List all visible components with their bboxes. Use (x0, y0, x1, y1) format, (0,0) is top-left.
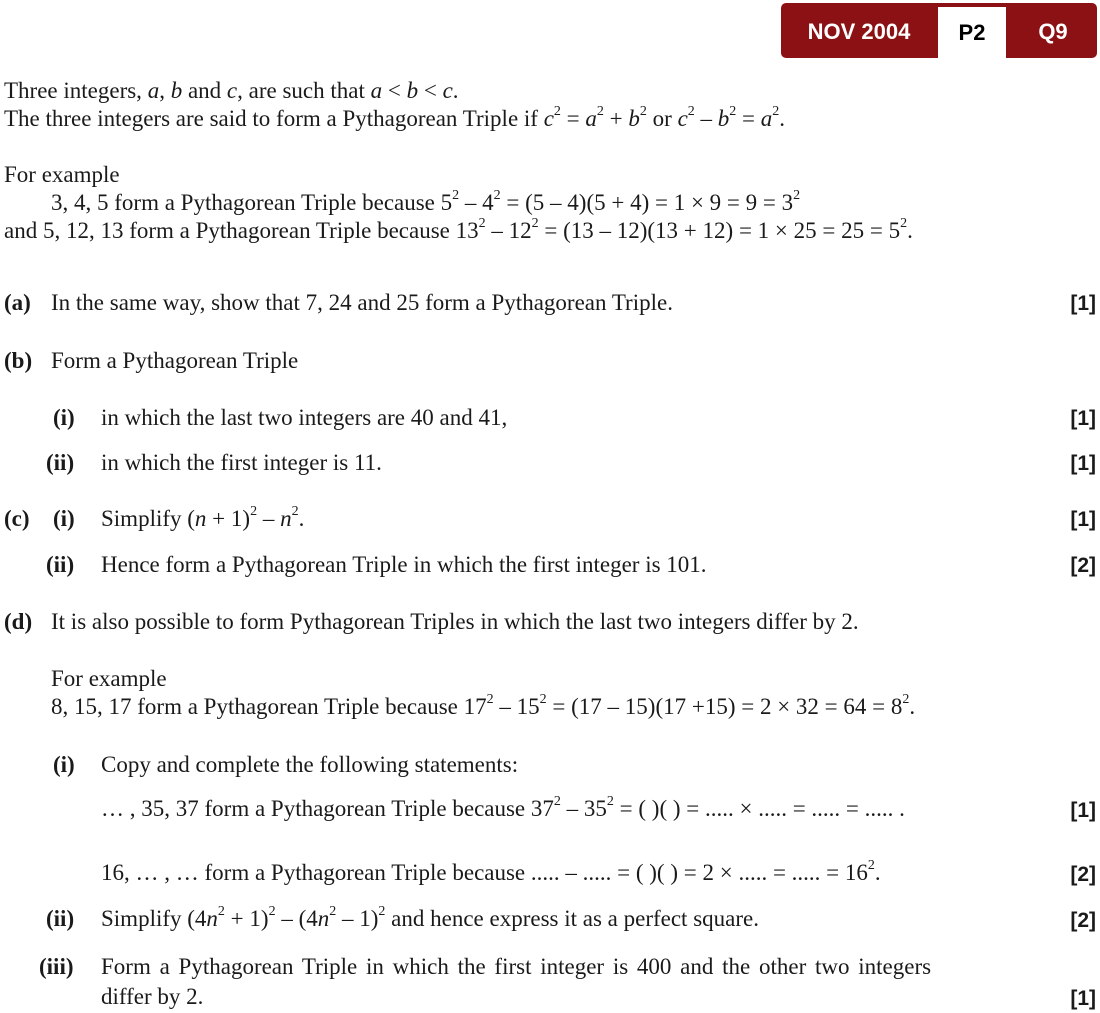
paper-number: P2 (938, 7, 1006, 59)
part-b-i-label: (i) (53, 405, 75, 430)
part-a-marks: [1] (1070, 292, 1096, 315)
part-d-i-statement-1-marks: [1] (1070, 799, 1096, 822)
part-d-iii: (iii) Form a Pythagorean Triple in which the first integer is 400 and the other two integers (39, 954, 932, 979)
part-d-i-statement-2-marks: [2] (1070, 863, 1096, 886)
part-c-ii-marks: [2] (1070, 554, 1096, 577)
part-c-i-label: (i) (53, 506, 75, 531)
part-d-i-statement-2: 16, … , … form a Pythagorean Triple because ..... – ..... = ( )( ) = 2 × ..... = ..... = $16^2$. (101, 858, 881, 885)
intro-line-2: The three integers are said to form a Pythagorean Triple if $c^2 = a^2 + b^2$ or $c^2 - b^2 = a^2$. (4, 104, 786, 131)
part-d: (d) It is also possible to form Pythagorean Triples in which the last two integers differ by 2. (4, 609, 859, 634)
question-reference-badge (781, 3, 1097, 58)
part-d-iii-line-2: differ by 2. (101, 984, 204, 1009)
part-b-ii-marks: [1] (1070, 452, 1096, 475)
part-b-i: (i) in which the last two integers are 40 and 41, (53, 405, 508, 430)
part-d-ii-marks: [2] (1070, 909, 1096, 932)
intro-line-1: Three integers, a, b and c, are such that a < b < c. (4, 78, 459, 103)
part-d-example-heading: For example (51, 666, 167, 691)
part-d-label: (d) (4, 609, 33, 634)
part-b-ii-label: (ii) (46, 450, 75, 475)
part-b-ii: (ii) in which the first integer is 11. (46, 450, 382, 475)
part-b-i-marks: [1] (1070, 407, 1096, 430)
example-heading: For example (4, 162, 120, 187)
part-c-ii: (ii) Hence form a Pythagorean Triple in which the first integer is 101. (46, 552, 707, 577)
part-d-i-label: (i) (53, 752, 75, 777)
example-line-2: and 5, 12, 13 form a Pythagorean Triple because $13^2 - 12^2 = (13 - 12)(13 + 12) = 1 \times 25 = 25 = 5^2$. (4, 216, 913, 243)
part-c-label: (c) (4, 506, 30, 531)
part-c-i: (c) (i) Simplify $(n + 1)^2 - n^2$. (4, 504, 305, 531)
part-d-ii-label: (ii) (46, 906, 75, 931)
part-a-text: In the same way, show that 7, 24 and 25 form a Pythagorean Triple. (51, 290, 673, 315)
example-line-1: 3, 4, 5 form a Pythagorean Triple because $5^2 - 4^2 = (5 - 4)(5 + 4) = 1 \times 9 = 9 = 3^2$ (51, 188, 801, 215)
part-d-iii-label: (iii) (39, 954, 74, 979)
part-d-i-statement-1: … , 35, 37 form a Pythagorean Triple because $37^2 - 35^2$ = ( )( ) = ..... × ..... = ..... = ..... . (101, 794, 905, 821)
question-number: Q9 (1038, 19, 1068, 44)
part-a-label: (a) (4, 290, 31, 315)
part-a (4, 289, 673, 317)
part-b-text: Form a Pythagorean Triple (51, 348, 299, 373)
exam-date: NOV 2004 (807, 19, 911, 44)
part-d-iii-marks: [1] (1070, 987, 1096, 1010)
part-c-ii-label: (ii) (46, 552, 75, 577)
part-d-example-line: 8, 15, 17 form a Pythagorean Triple because $17^2 - 15^2 = (17 - 15)(17 +15) = 2 \times 32 = 64 = 8^2$. (51, 692, 916, 719)
part-d-i: (i) Copy and complete the following statements: (53, 752, 519, 777)
part-d-ii: (ii) Simplify $(4n^2 + 1)^2 - (4n^2 - 1)^2$ and hence express it as a perfect square. (46, 904, 759, 931)
part-c-i-marks: [1] (1070, 508, 1096, 531)
part-b (4, 347, 298, 375)
part-b-label: (b) (4, 348, 33, 373)
